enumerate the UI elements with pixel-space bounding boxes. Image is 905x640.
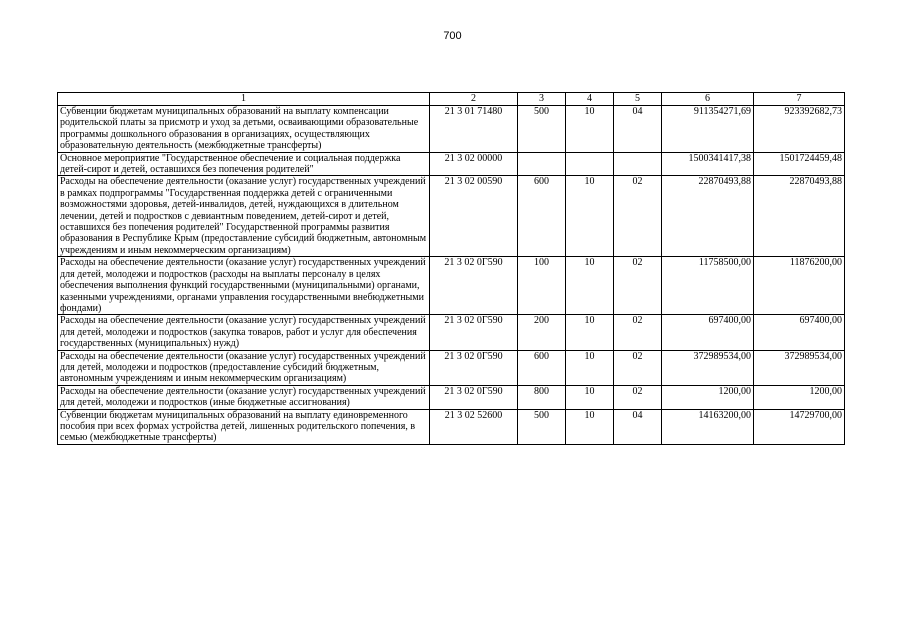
page-number: 700 (443, 30, 462, 42)
column-header: 2 (430, 93, 518, 106)
row-amount-year2: 372989534,00 (754, 350, 845, 385)
row-subsection: 02 (614, 350, 662, 385)
column-header: 1 (58, 93, 430, 106)
row-target-code: 21 3 02 0Г590 (430, 315, 518, 350)
row-section: 10 (566, 176, 614, 257)
row-target-code: 21 3 01 71480 (430, 106, 518, 153)
table-row (58, 350, 845, 385)
row-amount-year2: 1200,00 (754, 385, 845, 409)
row-section: 10 (566, 315, 614, 350)
row-subsection: 04 (614, 106, 662, 153)
table-row (58, 152, 845, 176)
row-description: Расходы на обеспечение деятельности (оказание услуг) государственных учреждений для детей, молодежи и подростков (расходы на выплаты персоналу в целях обеспечения выполнения функций государственными (муниципальными) органами, казенными учреждениями, органами управления государственными внебюджетными фондами) (58, 257, 430, 315)
row-target-code: 21 3 02 0Г590 (430, 385, 518, 409)
column-header: 3 (518, 93, 566, 106)
column-header: 6 (662, 93, 754, 106)
row-expense-type (518, 152, 566, 176)
table-header-row (58, 93, 845, 106)
table-row (58, 385, 845, 409)
row-expense-type: 500 (518, 409, 566, 444)
row-amount-year1: 11758500,00 (662, 257, 754, 315)
row-amount-year2: 11876200,00 (754, 257, 845, 315)
table-row (58, 176, 845, 257)
row-amount-year2: 923392682,73 (754, 106, 845, 153)
column-header: 5 (614, 93, 662, 106)
row-description: Расходы на обеспечение деятельности (оказание услуг) государственных учреждений для детей, молодежи и подростков (иные бюджетные ассигнования) (58, 385, 430, 409)
row-amount-year1: 372989534,00 (662, 350, 754, 385)
row-section: 10 (566, 106, 614, 153)
row-section: 10 (566, 257, 614, 315)
table-row (58, 315, 845, 350)
row-amount-year1: 697400,00 (662, 315, 754, 350)
row-expense-type: 100 (518, 257, 566, 315)
row-expense-type: 500 (518, 106, 566, 153)
row-amount-year2: 14729700,00 (754, 409, 845, 444)
column-header: 4 (566, 93, 614, 106)
row-amount-year1: 911354271,69 (662, 106, 754, 153)
row-target-code: 21 3 02 0Г590 (430, 350, 518, 385)
row-target-code: 21 3 02 0Г590 (430, 257, 518, 315)
row-target-code: 21 3 02 00590 (430, 176, 518, 257)
row-subsection: 02 (614, 176, 662, 257)
row-description: Расходы на обеспечение деятельности (оказание услуг) государственных учреждений в рамках подпрограммы "Государственная поддержка детей с ограниченными возможностями здоровья, детей-инвалидов, детей, нуждающихся в длительном лечении, детей и подростков с девиантным поведением, детей-сирот и детей, оставшихся без попечения родителей" Государственной программы развития образования в Республике Крым (предоставление субсидий бюджетным, автономным учреждениям и иным некоммерческим организациям) (58, 176, 430, 257)
row-section: 10 (566, 409, 614, 444)
row-target-code: 21 3 02 52600 (430, 409, 518, 444)
row-expense-type: 200 (518, 315, 566, 350)
row-amount-year2: 1501724459,48 (754, 152, 845, 176)
row-subsection: 04 (614, 409, 662, 444)
row-description: Субвенции бюджетам муниципальных образований на выплату компенсации родительской платы за присмотр и уход за детьми, осваивающими образовательные программы дошкольного образования в организациях, осуществляющих образовательную деятельность (межбюджетные трансферты) (58, 106, 430, 153)
row-amount-year1: 1200,00 (662, 385, 754, 409)
row-expense-type: 600 (518, 350, 566, 385)
column-header: 7 (754, 93, 845, 106)
row-subsection: 02 (614, 385, 662, 409)
row-target-code: 21 3 02 00000 (430, 152, 518, 176)
table-row (58, 409, 845, 444)
row-amount-year1: 14163200,00 (662, 409, 754, 444)
row-expense-type: 800 (518, 385, 566, 409)
table-row (58, 106, 845, 153)
row-subsection: 02 (614, 257, 662, 315)
row-section (566, 152, 614, 176)
row-description: Субвенции бюджетам муниципальных образований на выплату единовременного пособия при всех формах устройства детей, лишенных родительского попечения, в семью (межбюджетные трансферты) (58, 409, 430, 444)
row-description: Основное мероприятие "Государственное обеспечение и социальная поддержка детей-сирот и детей, оставшихся без попечения родителей" (58, 152, 430, 176)
row-section: 10 (566, 350, 614, 385)
table-row (58, 257, 845, 315)
row-description: Расходы на обеспечение деятельности (оказание услуг) государственных учреждений для детей, молодежи и подростков (предоставление субсидий бюджетным, автономным учреждениям и иным некоммерческим организациям) (58, 350, 430, 385)
budget-table (57, 92, 845, 445)
row-amount-year2: 697400,00 (754, 315, 845, 350)
row-expense-type: 600 (518, 176, 566, 257)
row-amount-year1: 1500341417,38 (662, 152, 754, 176)
row-amount-year2: 22870493,88 (754, 176, 845, 257)
row-amount-year1: 22870493,88 (662, 176, 754, 257)
row-subsection (614, 152, 662, 176)
row-description: Расходы на обеспечение деятельности (оказание услуг) государственных учреждений для детей, молодежи и подростков (закупка товаров, работ и услуг для обеспечения государственных (муниципальных) нужд) (58, 315, 430, 350)
row-section: 10 (566, 385, 614, 409)
row-subsection: 02 (614, 315, 662, 350)
